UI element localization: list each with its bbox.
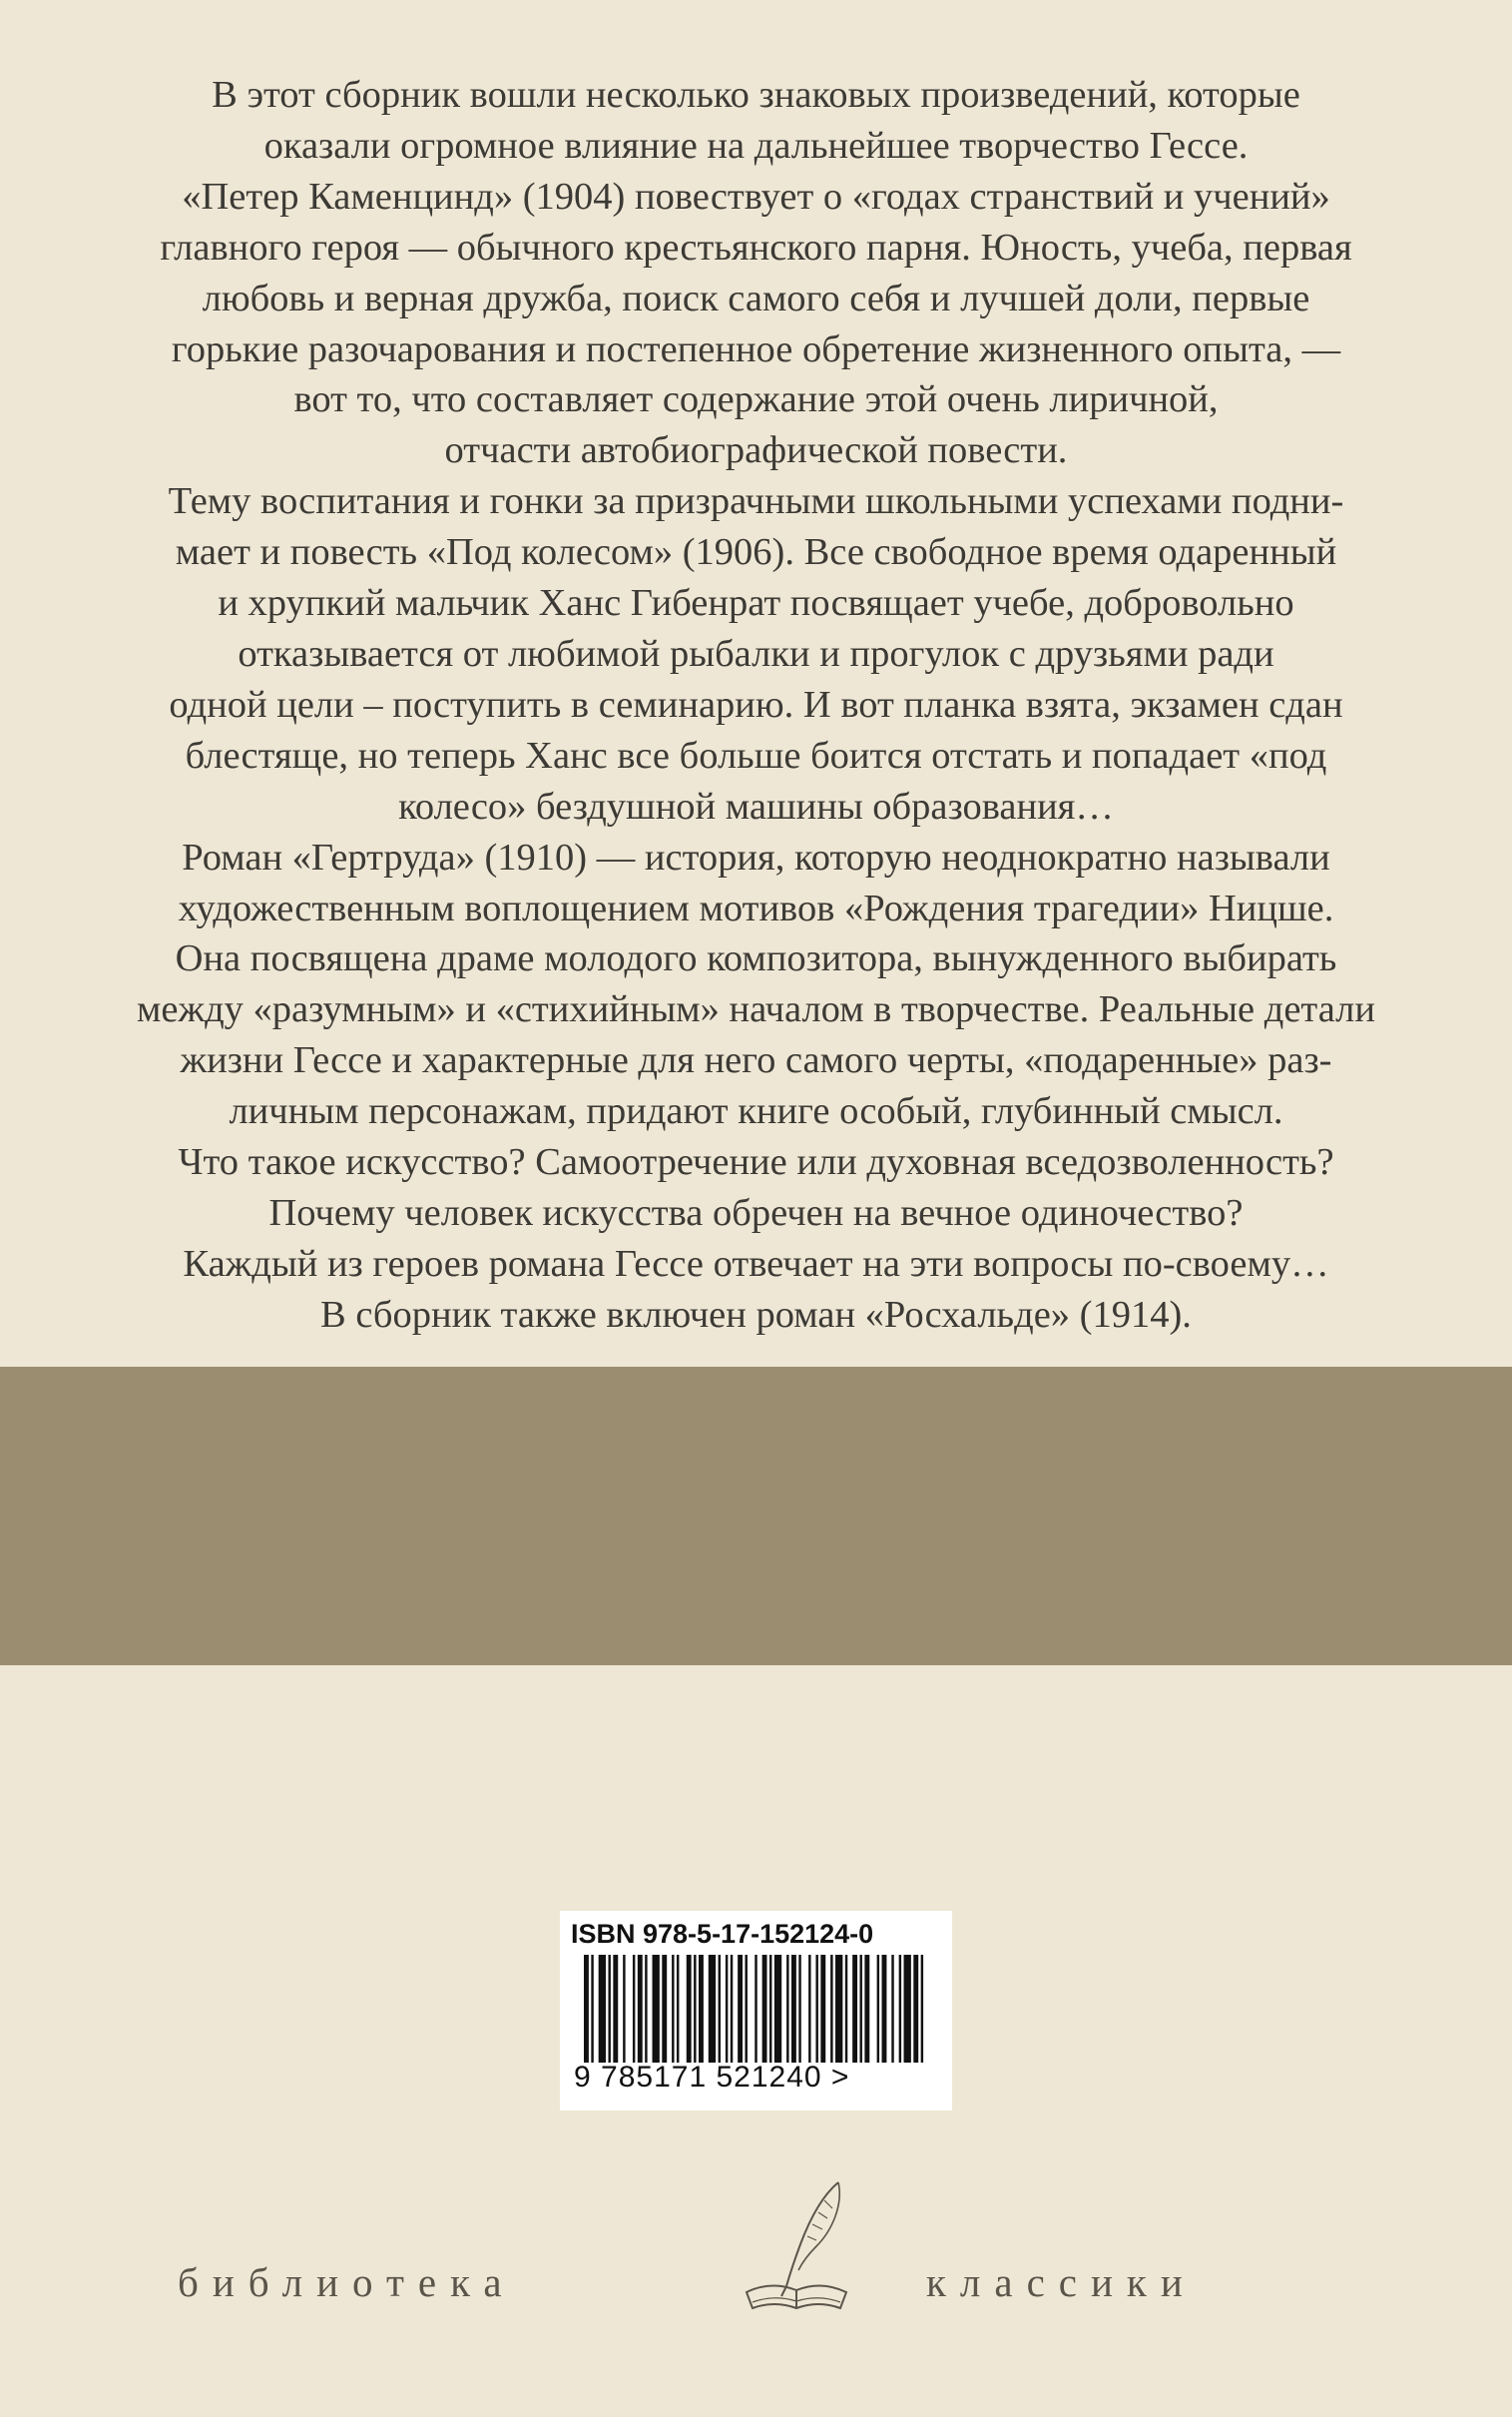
annotation-line: оказали огромное влияние на дальнейшее творчество Гессе. bbox=[263, 124, 1249, 167]
annotation-line: между «разумным» и «стихийным» началом в творчестве. Реальные детали bbox=[137, 988, 1375, 1031]
annotation-line: колесо» бездушной машины образования… bbox=[398, 785, 1114, 828]
isbn-label: ISBN 978-5-17-152124-0 bbox=[571, 1919, 874, 1949]
annotation-line: блестяще, но теперь Ханс все больше боится отстать и попадает «под bbox=[185, 734, 1327, 777]
annotation-line: Роман «Гертруда» (1910) — история, которую неоднократно называли bbox=[182, 836, 1330, 879]
annotation-line: любовь и верная дружба, поиск самого себя и лучшей доли, первые bbox=[202, 277, 1310, 319]
annotation-line: горькие разочарования и постепенное обретение жизненного опыта, — bbox=[171, 327, 1341, 370]
annotation-line: В сборник также включен роман «Росхальде» (1914). bbox=[320, 1293, 1192, 1336]
annotation-line: главного героя — обычного крестьянского парня. Юность, учеба, первая bbox=[160, 226, 1352, 269]
annotation-line: отчасти автобиографической повести. bbox=[444, 429, 1068, 472]
decorative-band bbox=[0, 1367, 1512, 1665]
series-title-left: библиотека bbox=[178, 2259, 516, 2305]
annotation-line: Почему человек искусства обречен на вечное одиночество? bbox=[268, 1191, 1244, 1234]
annotation-line: мает и повесть «Под колесом» (1906). Все свободное время одаренный bbox=[175, 531, 1337, 574]
annotation-line: Она посвящена драме молодого композитора, вынужденного выбирать bbox=[175, 937, 1337, 980]
annotation-line: личным персонажам, придают книге особый, глубинный смысл. bbox=[229, 1090, 1283, 1133]
annotation-line: и хрупкий мальчик Ханс Гибенрат посвящает учебе, добровольно bbox=[218, 582, 1294, 625]
annotation-line: Тему воспитания и гонки за призрачными школьными успехами подни- bbox=[168, 480, 1344, 523]
annotation-line: Каждый из героев романа Гессе отвечает на эти вопросы по-своему… bbox=[183, 1242, 1329, 1285]
barcode-digits: 9 785171 521240 > bbox=[574, 2061, 850, 2094]
annotation-line: жизни Гессе и характерные для него самого черты, «подаренные» раз- bbox=[180, 1039, 1332, 1082]
annotation-line: одной цели – поступить в семинарию. И вот планка взята, экзамен сдан bbox=[169, 683, 1343, 726]
annotation-text bbox=[40, 70, 1472, 1341]
barcode-block bbox=[560, 1911, 952, 2111]
annotation-line: отказывается от любимой рыбалки и прогулок с друзьями ради bbox=[238, 632, 1274, 675]
quill-book-icon bbox=[727, 2174, 866, 2314]
annotation-line: «Петер Каменцинд» (1904) повествует о «годах странствий и учений» bbox=[182, 175, 1330, 218]
annotation-line: вот то, что составляет содержание этой очень лиричной, bbox=[293, 378, 1219, 421]
annotation-line: В этот сборник вошли несколько знаковых произведений, которые bbox=[212, 74, 1300, 116]
barcode-icon bbox=[584, 1955, 928, 2063]
series-title-right: классики bbox=[926, 2259, 1197, 2305]
annotation-line: художественным воплощением мотивов «Рождения трагедии» Ницше. bbox=[178, 887, 1334, 929]
annotation-line: Что такое искусство? Самоотречение или духовная вседозволенность? bbox=[178, 1141, 1334, 1184]
